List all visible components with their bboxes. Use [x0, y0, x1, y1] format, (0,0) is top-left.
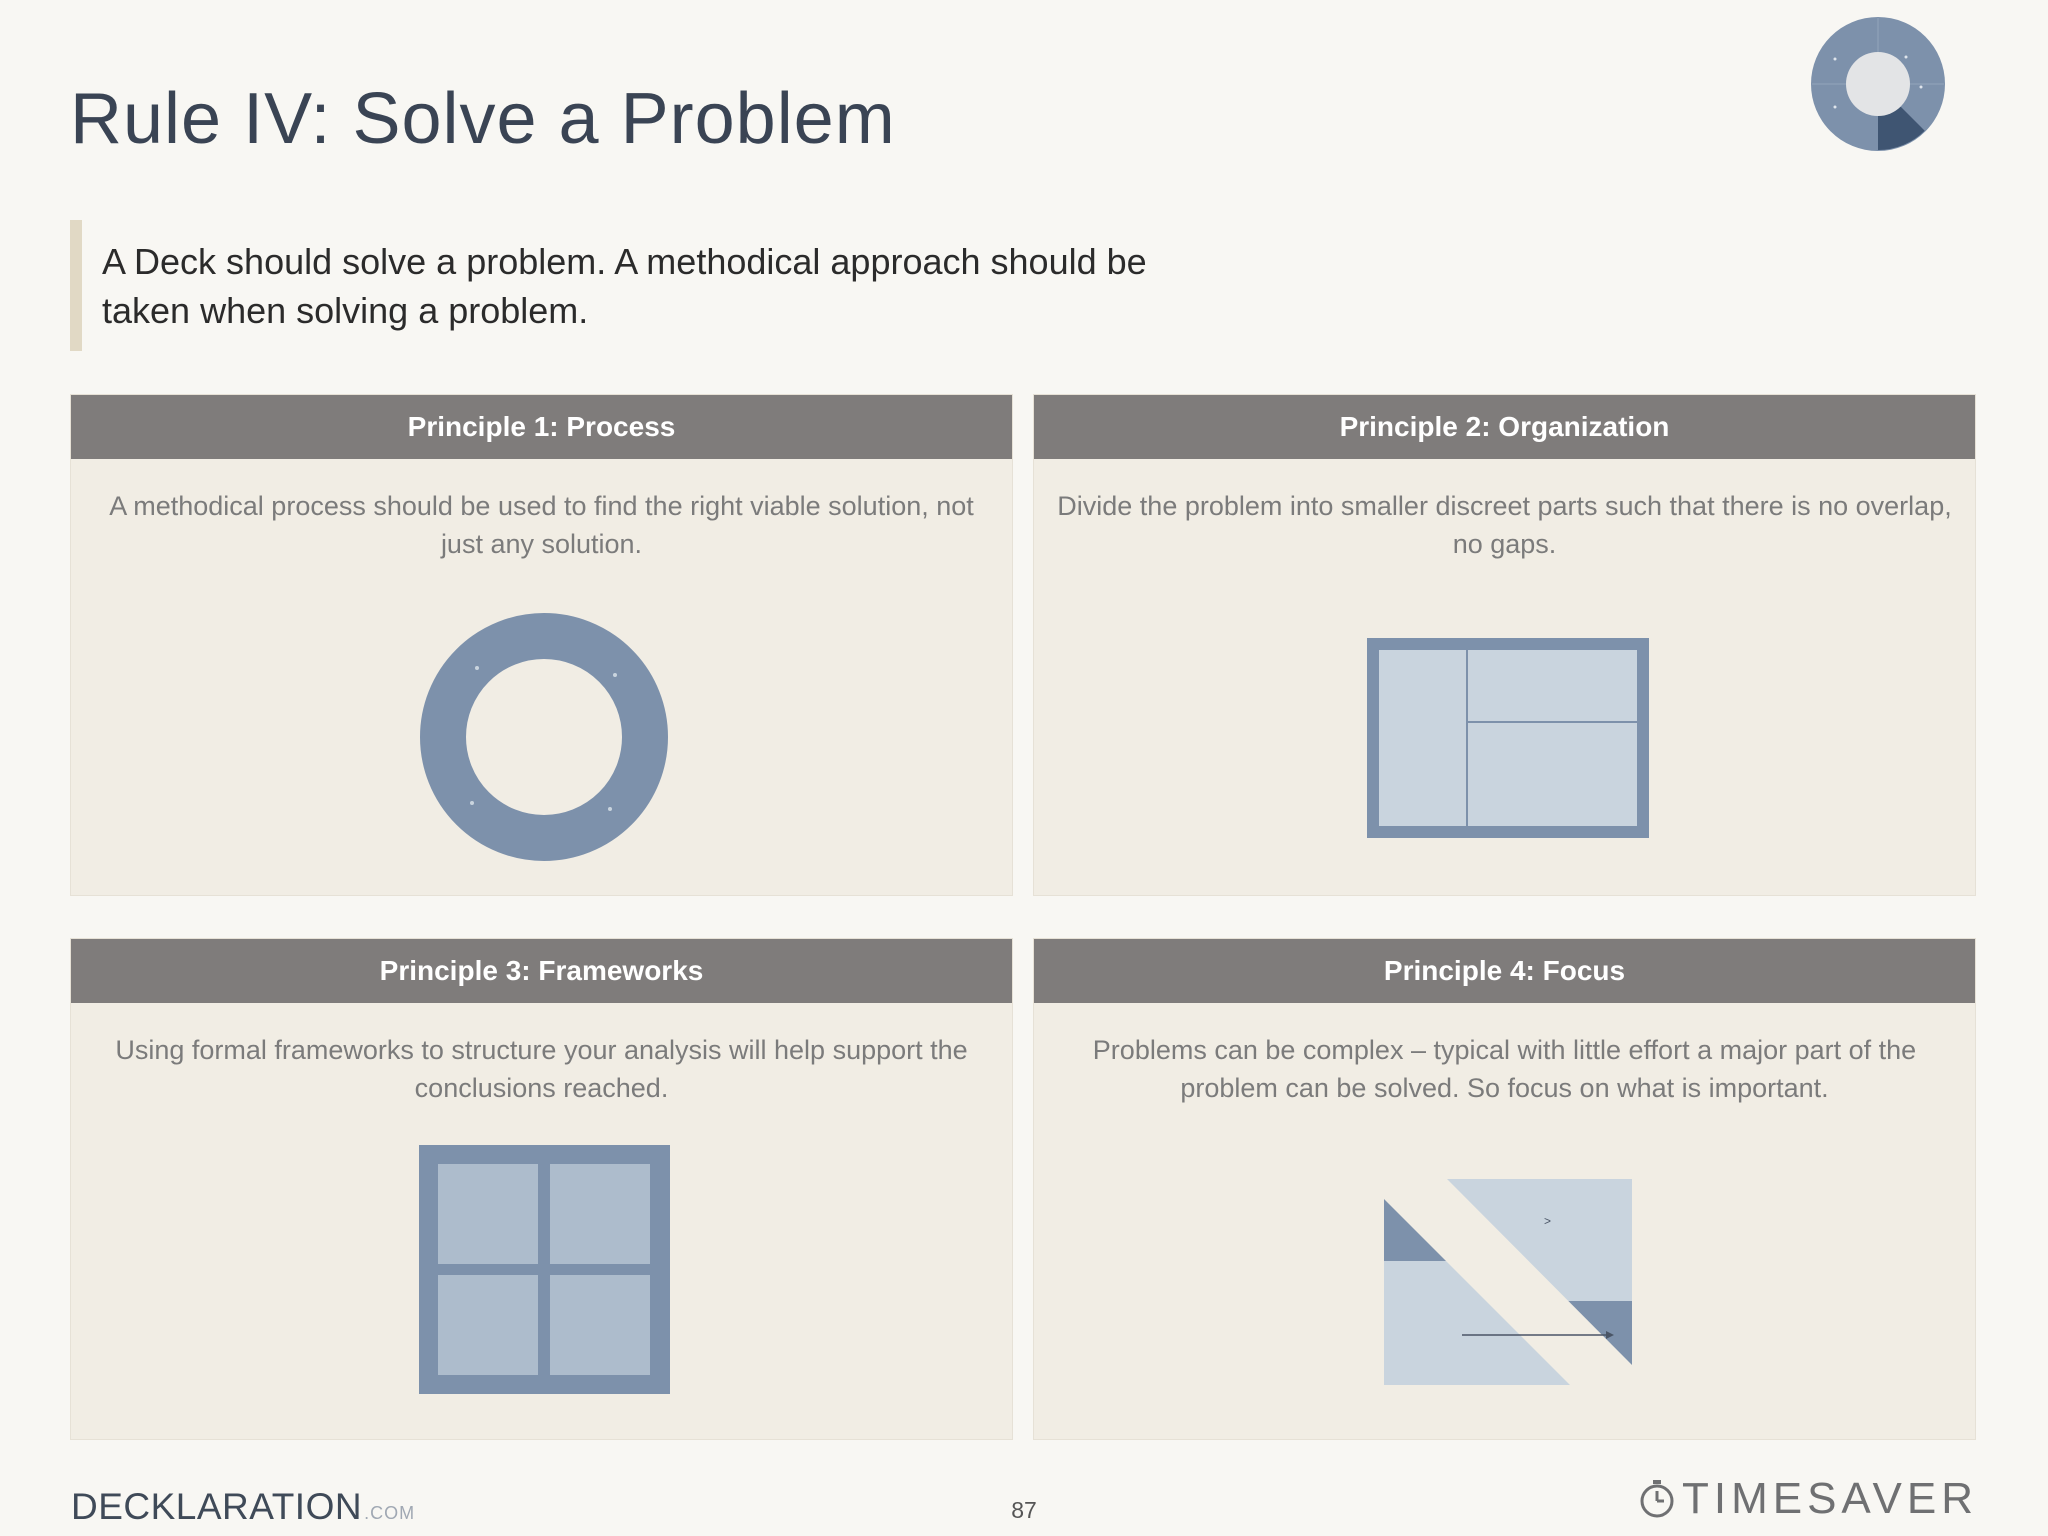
card-text: Divide the problem into smaller discreet parts such that there is no overlap, no gaps.	[1057, 491, 1952, 559]
cycle-ring-icon	[420, 613, 668, 861]
card-heading: Principle 2: Organization	[1034, 395, 1975, 459]
decklaration-logo	[71, 1486, 415, 1528]
divided-box-icon	[1367, 638, 1649, 838]
svg-text:>: >	[1544, 1214, 1552, 1228]
quote-block	[70, 220, 1170, 351]
card-text: Problems can be complex – typical with little effort a major part of the problem can be solved. So focus on what is important.	[1092, 1035, 1917, 1103]
card-heading: Principle 4: Focus	[1034, 939, 1975, 1003]
logo-main: DECKLARATION	[71, 1486, 363, 1527]
four-grid-icon	[419, 1145, 670, 1394]
timesaver-logo	[1638, 1474, 1978, 1524]
quote-text: A Deck should solve a problem. A methodical approach should be taken when solving a problem.	[102, 240, 1147, 331]
card-text: A methodical process should be used to find the right viable solution, not just any solution.	[109, 491, 974, 559]
principle-card-organization	[1033, 394, 1976, 896]
card-heading: Principle 3: Frameworks	[71, 939, 1012, 1003]
stopwatch-icon	[1638, 1479, 1676, 1519]
brand-text: TIMESAVER	[1681, 1474, 1978, 1523]
card-text: Using formal frameworks to structure your analysis will help support the conclusions reached.	[115, 1035, 968, 1103]
principle-card-frameworks	[70, 938, 1013, 1440]
principle-card-process	[70, 394, 1013, 896]
page-number: 87	[1011, 1497, 1037, 1523]
principle-card-focus	[1033, 938, 1976, 1440]
section-nav-donut-icon	[1811, 17, 1945, 151]
pareto-diagonal-icon	[1384, 1179, 1632, 1385]
card-heading: Principle 1: Process	[71, 395, 1012, 459]
slide-title: Rule IV: Solve a Problem	[70, 79, 896, 159]
logo-suffix: .COM	[364, 1503, 416, 1523]
